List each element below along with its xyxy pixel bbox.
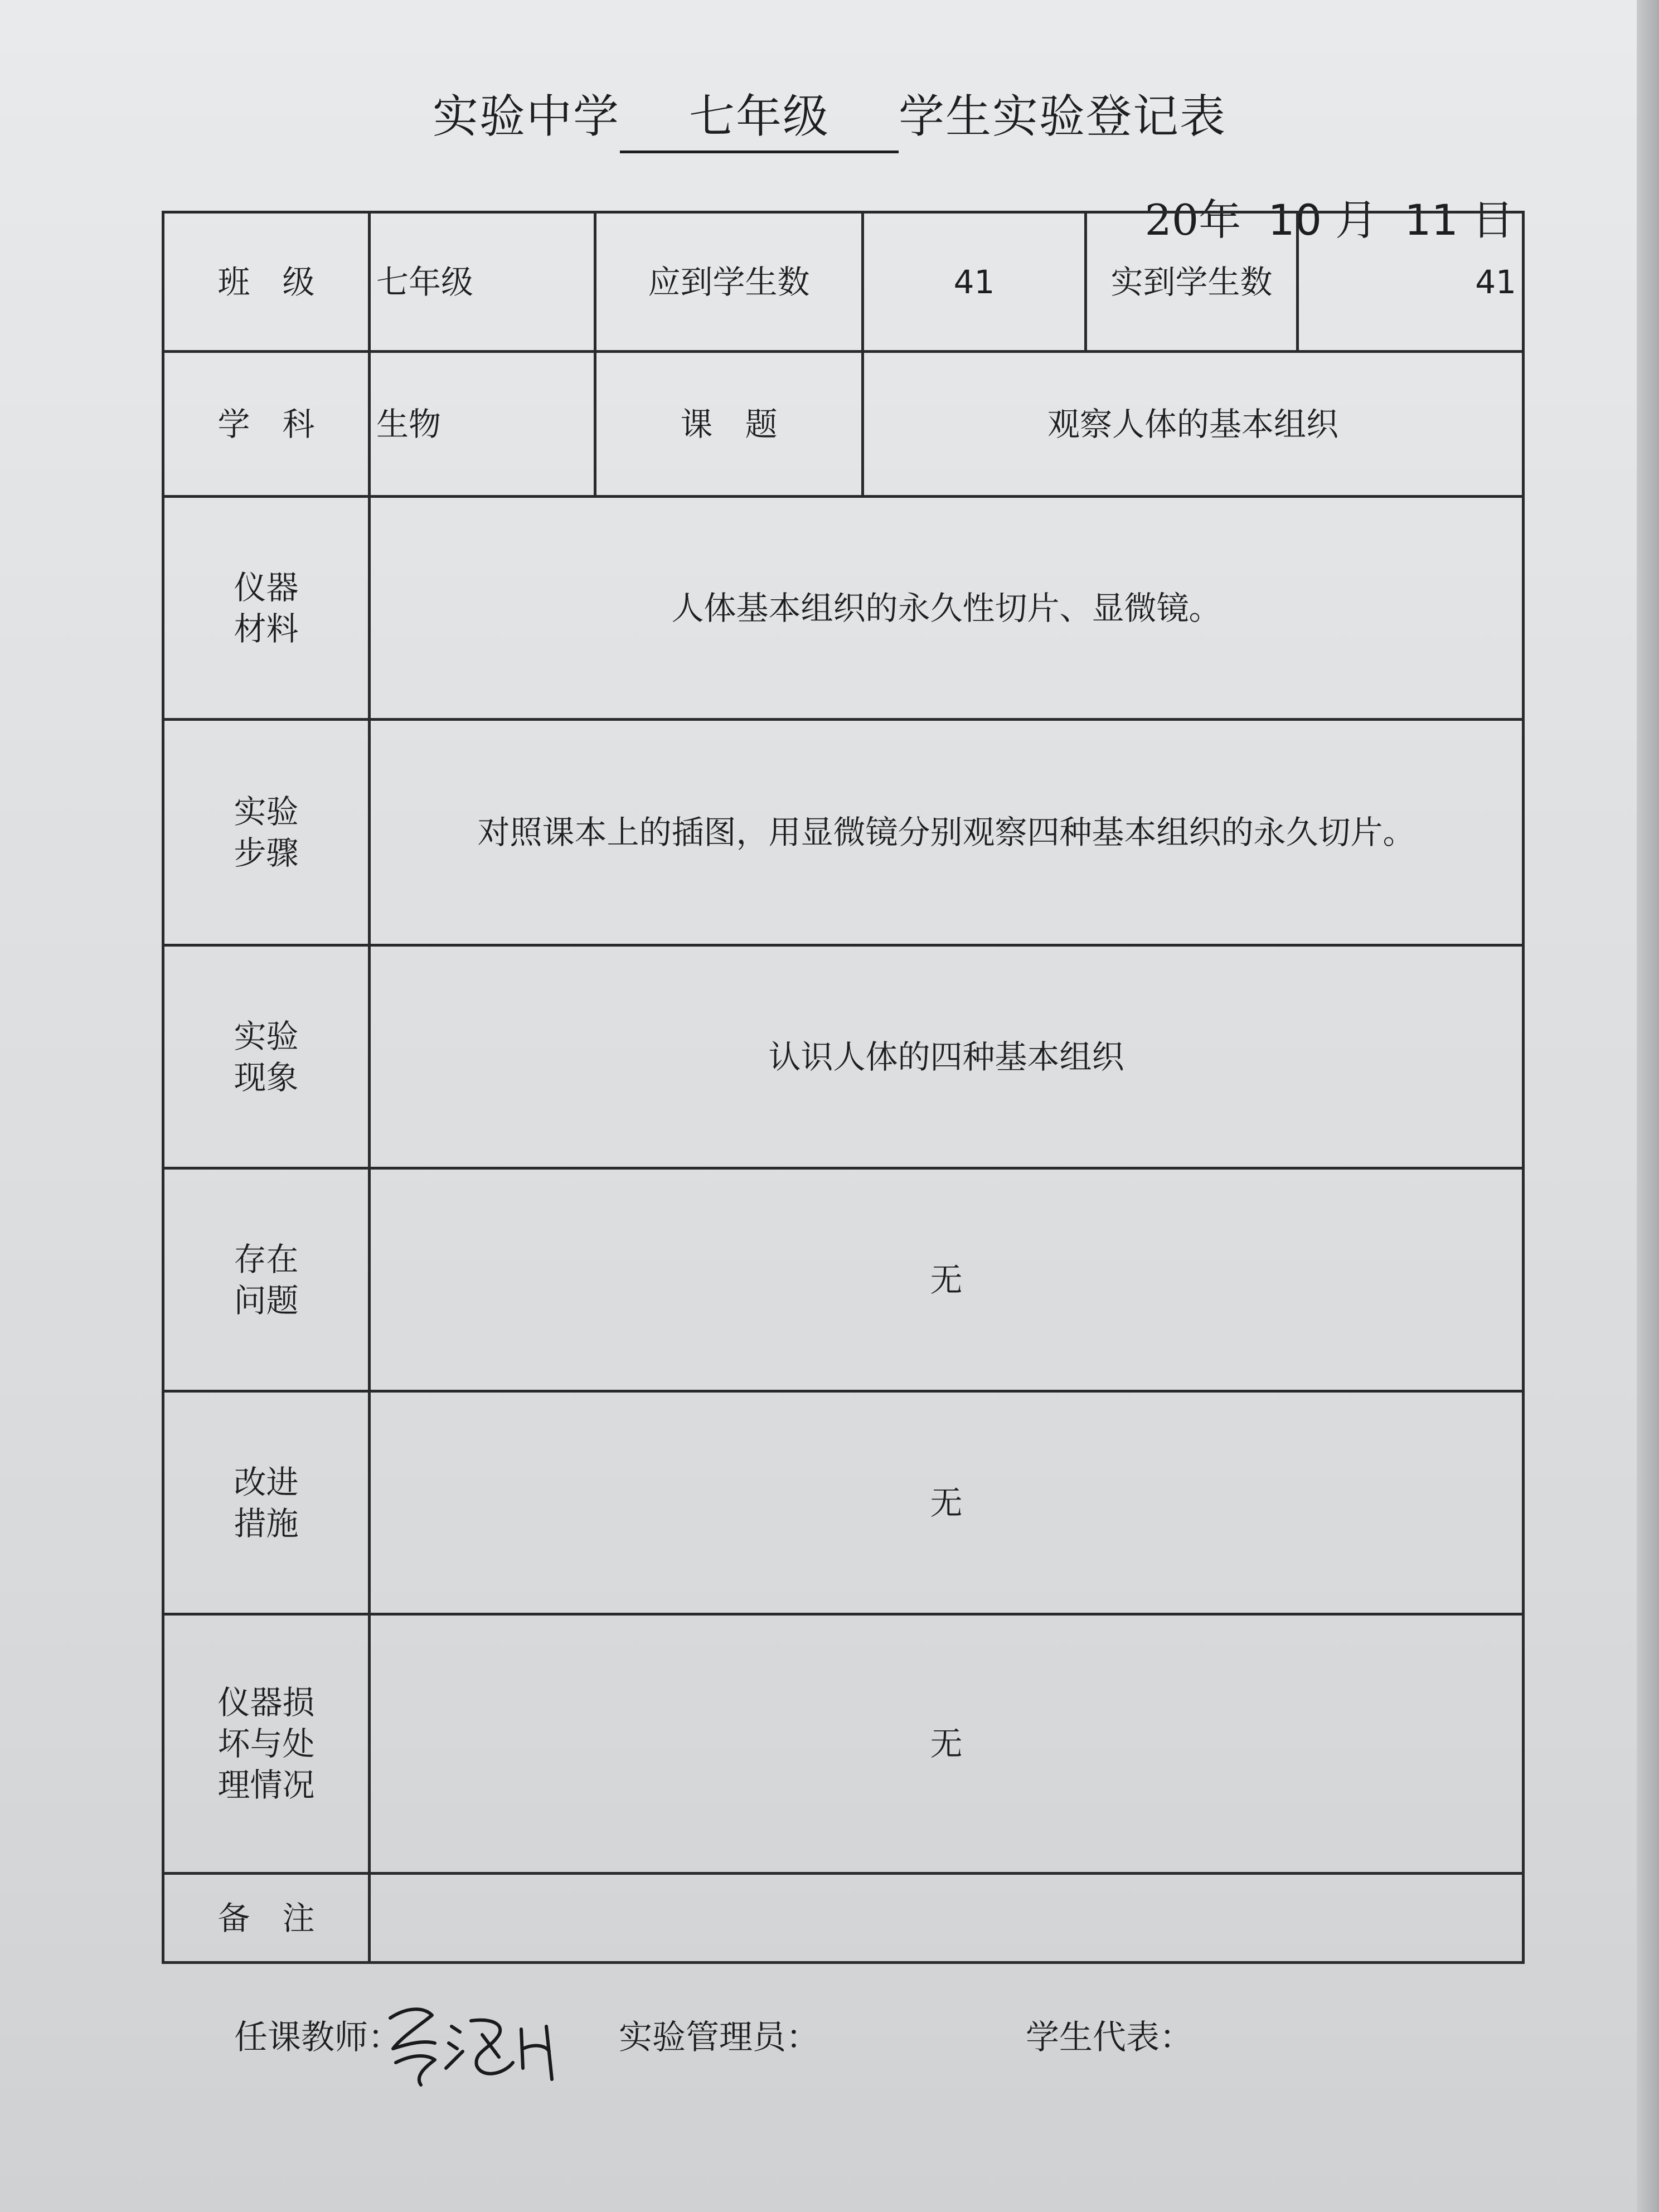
phenomena-label-line-2: 现象 xyxy=(234,1058,299,1097)
row-materials xyxy=(163,497,1524,720)
subject-label: 学 科 xyxy=(163,352,370,497)
materials-value: 人体基本组织的永久性切片、显微镜。 xyxy=(370,497,1524,720)
subject-value: 生物 xyxy=(370,352,595,497)
damage-label-line-1: 仪器损 xyxy=(217,1684,315,1721)
materials-label xyxy=(163,497,370,720)
date-day: 11 xyxy=(1404,195,1458,245)
title-school: 实验中学 xyxy=(432,90,620,143)
date-year: 20年 xyxy=(1144,195,1241,245)
date-month-unit: 月 xyxy=(1335,195,1378,245)
topic-label: 课 题 xyxy=(595,352,863,497)
expected-students-value: 41 xyxy=(863,212,1086,352)
materials-label-line-1: 仪器 xyxy=(234,568,299,607)
date-month: 10 xyxy=(1268,195,1322,245)
problems-label xyxy=(163,1168,370,1391)
student-rep-label: 学生代表： xyxy=(1026,2018,1193,2057)
materials-label-line-2: 材料 xyxy=(234,609,299,648)
steps-label-line-1: 实验 xyxy=(234,793,299,831)
steps-label xyxy=(163,720,370,945)
date-day-unit: 日 xyxy=(1472,195,1514,245)
class-value: 七年级 xyxy=(370,212,595,352)
form-title xyxy=(0,84,1659,153)
record-table xyxy=(162,211,1525,1964)
teacher-signature xyxy=(379,1996,569,2090)
problems-label-line-1: 存在 xyxy=(234,1240,299,1278)
teacher-label: 任课教师： xyxy=(234,2018,401,2057)
expected-students-label: 应到学生数 xyxy=(595,212,863,352)
actual-students-value: 41 xyxy=(1298,212,1524,352)
page-edge xyxy=(1637,0,1659,2212)
steps-value: 对照课本上的插图，用显微镜分别观察四种基本组织的永久切片。 xyxy=(370,720,1524,945)
remarks-label: 备 注 xyxy=(163,1874,370,1963)
title-grade: 七年级 xyxy=(620,84,899,153)
improve-label-line-2: 措施 xyxy=(234,1504,299,1542)
steps-label-line-2: 步骤 xyxy=(234,834,299,872)
row-class xyxy=(163,212,1524,352)
row-phenomena xyxy=(163,945,1524,1168)
damage-label xyxy=(163,1614,370,1874)
remarks-value xyxy=(370,1874,1524,1963)
topic-value: 观察人体的基本组织 xyxy=(863,352,1524,497)
row-improvements xyxy=(163,1391,1524,1614)
damage-label-line-3: 理情况 xyxy=(217,1766,315,1804)
row-problems xyxy=(163,1168,1524,1391)
manager-label: 实验管理员： xyxy=(619,2018,819,2057)
phenomena-label xyxy=(163,945,370,1168)
improve-value: 无 xyxy=(370,1391,1524,1614)
improve-label-line-1: 改进 xyxy=(234,1463,299,1501)
phenomena-label-line-1: 实验 xyxy=(234,1017,299,1055)
row-steps xyxy=(163,720,1524,945)
row-damage xyxy=(163,1614,1524,1874)
class-label: 班 级 xyxy=(163,212,370,352)
problems-value: 无 xyxy=(370,1168,1524,1391)
row-subject xyxy=(163,352,1524,497)
phenomena-value: 认识人体的四种基本组织 xyxy=(370,945,1524,1168)
damage-label-line-2: 坏与处 xyxy=(217,1725,315,1763)
title-name: 学生实验登记表 xyxy=(899,90,1227,143)
actual-students-label: 实到学生数 xyxy=(1086,212,1298,352)
damage-value: 无 xyxy=(370,1614,1524,1874)
row-remarks xyxy=(163,1874,1524,1963)
improve-label xyxy=(163,1391,370,1614)
problems-label-line-2: 问题 xyxy=(234,1281,299,1320)
